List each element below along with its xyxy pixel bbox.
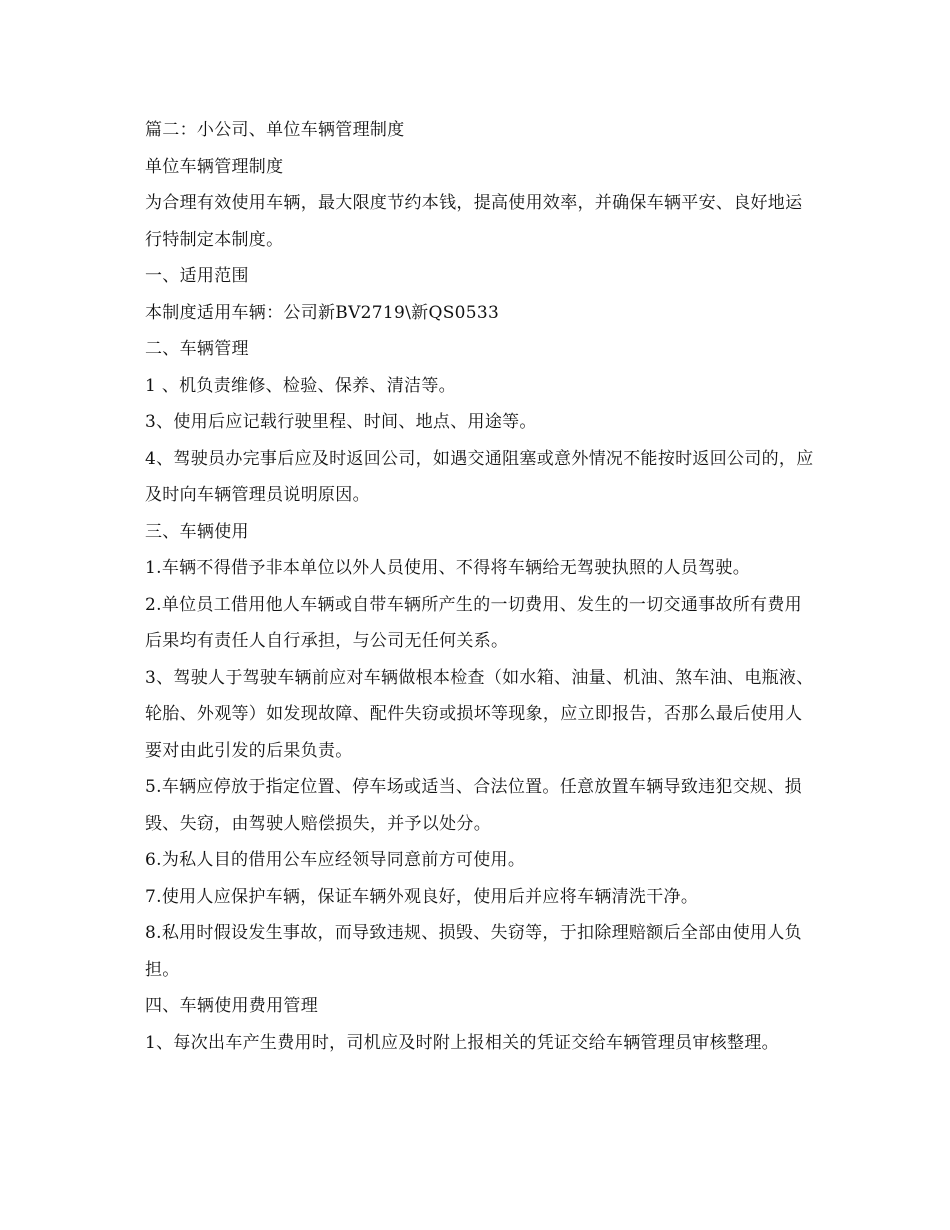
paragraph-item: 4、驾驶员办完事后应及时返回公司，如遇交通阻塞或意外情况不能按时返回公司的，应及时向车辆管理员说明原因。 [145, 448, 814, 505]
paragraph-item: 7.使用人应保护车辆，保证车辆外观良好，使用后并应将车辆清洗干净。 [145, 886, 699, 907]
heading-vehicle-use: 三、车辆使用 [145, 521, 249, 542]
paragraph-purpose: 为合理有效使用车辆，最大限度节约本钱，提高使用效率，并确保车辆平安、良好地运行特制定本制度。 [145, 193, 803, 250]
paragraph-item: 2.单位员工借用他人车辆或自带车辆所产生的一切费用、发生的一切交通事故所有费用后果均有责任人自行承担，与公司无任何关系。 [145, 594, 802, 651]
paragraph-item: 1、每次出车产生费用时，司机应及时附上报相关的凭证交给车辆管理员审核整理。 [145, 1032, 779, 1053]
paragraph-item: 5.车辆应停放于指定位置、停车场或适当、合法位置。任意放置车辆导致违犯交规、损毁、失窃，由驾驶人赔偿损失，并予以处分。 [145, 777, 802, 834]
paragraph-item: 3、驾驶人于驾驶车辆前应对车辆做根本检查（如水箱、油量、机油、煞车油、电瓶液、轮胎、外观等）如发现故障、配件失窃或损坏等现象，应立即报告，否那么最后使用人要对由此引发的后果负责。 [145, 667, 814, 761]
document-title: 单位车辆管理制度 [145, 156, 284, 177]
heading-scope: 一、适用范围 [145, 266, 249, 286]
paragraph-item: 1 、机负责维修、检验、保养、清洁等。 [145, 375, 456, 396]
paragraph-item: 6.为私人目的借用公车应经领导同意前方可使用。 [145, 850, 526, 870]
paragraph-item: 8.私用时假设发生事故，而导致违规、损毁、失窃等，于扣除理赔额后全部由使用人负担。 [145, 923, 802, 980]
section-title: 篇二：小公司、单位车辆管理制度 [145, 120, 405, 140]
heading-cost-management: 四、车辆使用费用管理 [145, 996, 318, 1016]
paragraph-scope-vehicles: 本制度适用车辆：公司新BV2719\新QS0533 [145, 302, 500, 323]
paragraph-item: 1.车辆不得借予非本单位以外人员使用、不得将车辆给无驾驶执照的人员驾驶。 [145, 558, 751, 578]
paragraph-item: 3、使用后应记载行驶里程、时间、地点、用途等。 [145, 412, 537, 432]
heading-vehicle-management: 二、车辆管理 [145, 339, 249, 359]
document-body [145, 112, 815, 1061]
